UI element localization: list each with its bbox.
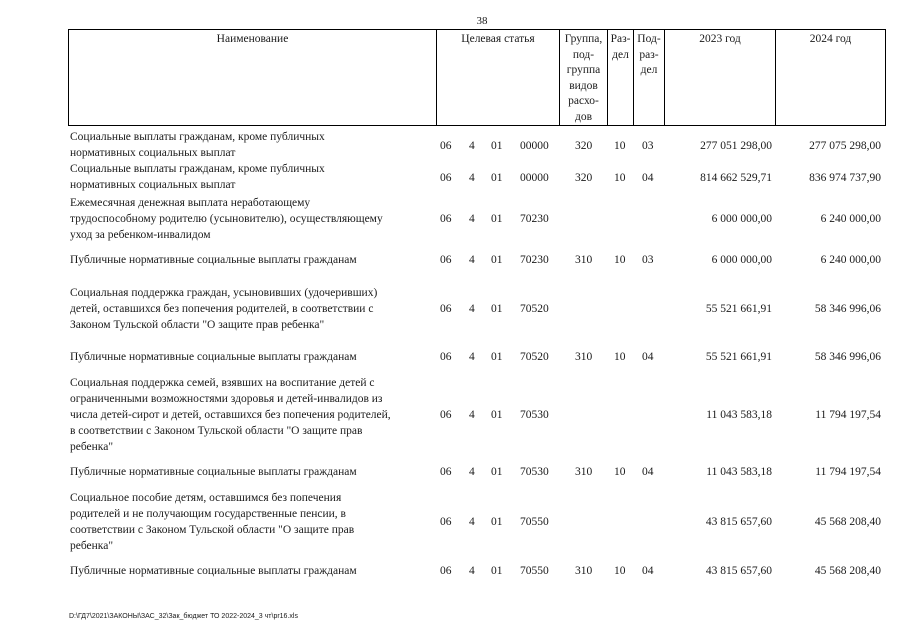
row-target-part-2: 4 [469,140,475,152]
header-expense-group: Группа, под- группа видов расхо- дов [564,33,603,123]
row-name: Ежемесячная денежная выплата неработающему трудоспособному родителю (усыновителю), осуществляющему уход за ребенком-инвалидом [70,197,383,241]
row-target-part-2: 4 [469,351,475,363]
row-target-part-2: 4 [469,466,475,478]
row-amount-2023: 6 000 000,00 [711,254,772,266]
row-subsection: 04 [642,351,654,363]
row-amount-2024: 11 794 197,54 [815,409,881,421]
row-target-part-1: 06 [440,351,452,363]
row-amount-2024: 58 346 996,06 [814,351,881,363]
row-section: 10 [614,172,626,184]
row-target-part-2: 4 [469,254,475,266]
row-target-part-2: 4 [469,303,475,315]
row-amount-2024: 11 794 197,54 [815,466,881,478]
row-section: 10 [614,466,626,478]
row-section: 10 [614,565,626,577]
row-name: Публичные нормативные социальные выплаты гражданам [70,351,357,363]
row-target-part-4: 70550 [520,565,549,577]
row-section: 10 [614,351,626,363]
row-expense-group: 310 [575,565,593,577]
row-subsection: 04 [642,172,654,184]
row-amount-2024: 836 974 737,90 [809,172,881,184]
row-amount-2023: 814 662 529,71 [700,172,772,184]
row-name: Публичные нормативные социальные выплаты гражданам [70,565,357,577]
row-name: Социальная поддержка граждан, усыновивших (удочеривших) детей, оставшихся без попечения родителей, в соответствии с Законом Тульской области "О защите прав ребенка" [70,287,378,331]
row-target-part-4: 70550 [520,516,549,528]
row-target-part-3: 01 [491,351,503,363]
header-year-2023: 2023 год [699,33,741,45]
row-target-part-1: 06 [440,303,452,315]
row-target-part-4: 00000 [520,140,549,152]
row-target-part-1: 06 [440,516,452,528]
row-target-part-1: 06 [440,409,452,421]
row-section: 10 [614,254,626,266]
row-target-part-3: 01 [491,140,503,152]
row-amount-2023: 6 000 000,00 [711,213,772,225]
row-target-part-4: 70530 [520,409,549,421]
row-target-part-4: 70230 [520,213,549,225]
row-target-part-3: 01 [491,565,503,577]
row-name: Публичные нормативные социальные выплаты гражданам [70,254,357,266]
row-target-part-2: 4 [469,409,475,421]
header-year-2024: 2024 год [809,33,852,45]
row-amount-2023: 55 521 661,91 [705,303,772,315]
row-amount-2023: 277 051 298,00 [700,140,772,152]
row-amount-2024: 45 568 208,40 [814,565,881,577]
row-expense-group: 310 [575,351,593,363]
row-expense-group: 320 [575,172,593,184]
row-name: Социальные выплаты гражданам, кроме публичных нормативных социальных выплат [70,163,325,191]
row-subsection: 04 [642,565,654,577]
row-target-part-1: 06 [440,565,452,577]
page-number: 38 [476,15,488,27]
row-target-part-3: 01 [491,409,503,421]
row-amount-2024: 45 568 208,40 [814,516,881,528]
row-target-part-2: 4 [469,516,475,528]
row-target-part-1: 06 [440,140,452,152]
row-target-part-3: 01 [491,254,503,266]
row-amount-2024: 58 346 996,06 [814,303,881,315]
row-target-part-4: 70520 [520,351,549,363]
header-target-article: Целевая статья [461,33,535,45]
row-amount-2023: 43 815 657,60 [705,516,772,528]
row-amount-2023: 11 043 583,18 [706,466,772,478]
row-target-part-3: 01 [491,213,503,225]
row-target-part-3: 01 [491,516,503,528]
row-expense-group: 320 [575,140,593,152]
row-subsection: 03 [642,140,654,152]
row-target-part-3: 01 [491,303,503,315]
row-name: Публичные нормативные социальные выплаты гражданам [70,466,357,478]
row-target-part-4: 70230 [520,254,549,266]
header-name: Наименование [216,33,289,45]
row-target-part-3: 01 [491,466,503,478]
row-section: 10 [614,140,626,152]
row-expense-group: 310 [575,254,593,266]
row-amount-2024: 6 240 000,00 [820,254,881,266]
row-target-part-4: 70530 [520,466,549,478]
row-amount-2023: 11 043 583,18 [706,409,772,421]
row-target-part-2: 4 [469,172,475,184]
row-name: Социальные выплаты гражданам, кроме публичных нормативных социальных выплат [70,131,325,159]
row-target-part-2: 4 [469,565,475,577]
header-section: Раз- дел [610,33,631,61]
row-target-part-1: 06 [440,466,452,478]
row-amount-2024: 6 240 000,00 [820,213,881,225]
header-subsection: Под- раз- дел [637,33,661,76]
row-target-part-1: 06 [440,213,452,225]
row-target-part-4: 00000 [520,172,549,184]
row-amount-2023: 55 521 661,91 [705,351,772,363]
row-amount-2024: 277 075 298,00 [809,140,881,152]
file-path-footer: D:\ГД7\2021\ЗАКОНЫ\ЗАС_32\Зак_бюджет ТО 2022-2024_3 чт\pr16.xls [69,613,298,620]
row-expense-group: 310 [575,466,593,478]
row-subsection: 03 [642,254,654,266]
row-target-part-3: 01 [491,172,503,184]
row-target-part-1: 06 [440,172,452,184]
row-amount-2023: 43 815 657,60 [705,565,772,577]
row-name: Социальная поддержка семей, взявших на воспитание детей с ограниченными возможностями здоровья и детей-инвалидов из числа детей-сирот и детей, оставшихся без попечения родителей, в соответствии с Законом Тульской области "О защите прав ребенка" [70,377,391,453]
row-target-part-1: 06 [440,254,452,266]
row-target-part-4: 70520 [520,303,549,315]
row-name: Социальное пособие детям, оставшимся без попечения родителей и не получающим государственные пенсии, в соответствии с Законом Тульской области "О защите прав ребенка" [70,492,355,552]
row-subsection: 04 [642,466,654,478]
row-target-part-2: 4 [469,213,475,225]
